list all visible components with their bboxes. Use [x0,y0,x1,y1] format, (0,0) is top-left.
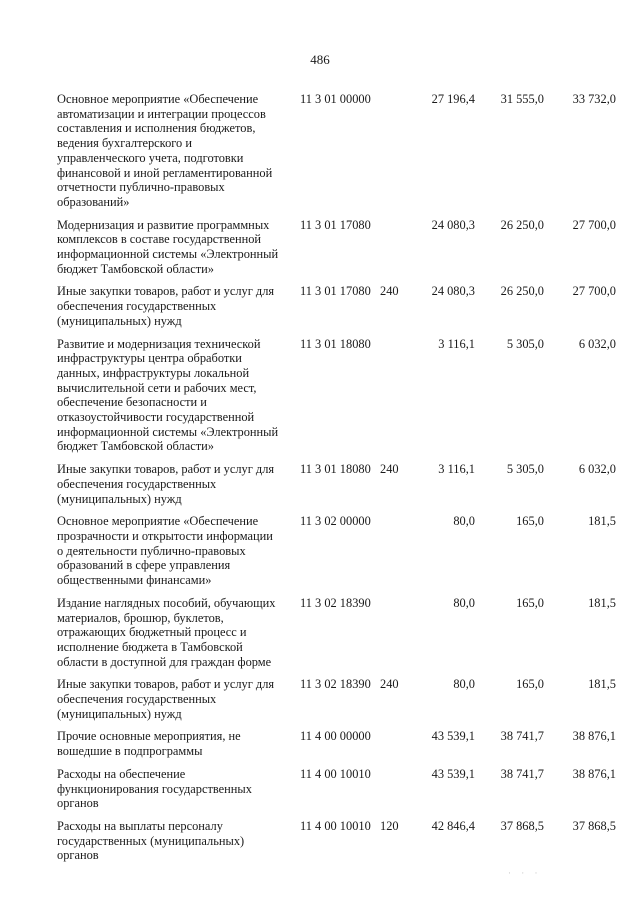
row-value-3-cell: 181,5 [588,514,616,529]
row-value-2-cell: 38 741,7 [500,766,544,781]
row-value-3-cell: 38 876,1 [572,729,616,744]
row-code-cell: 11 3 01 18080 [300,336,371,351]
row-value-1-cell: 80,0 [453,677,475,692]
table-row [57,337,617,455]
row-value-2-cell: 5 305,0 [506,462,544,477]
row-value-1-cell: 3 116,1 [438,462,475,477]
row-vr-cell: 240 [380,677,399,692]
row-value-3-cell: 33 732,0 [572,92,616,106]
table-row [57,218,617,277]
row-name-cell: Расходы на выплаты персоналу государственных (муниципальных) органов [57,818,245,863]
table-row [57,284,617,328]
table-row [57,729,617,758]
row-value-3-cell: 38 876,1 [572,766,616,781]
row-code-cell: 11 3 01 18080 [300,462,371,477]
row-value-2-cell: 165,0 [516,514,544,529]
row-name-cell: Основное мероприятие «Обеспечение прозрачности и открытости информации о деятельности публично-правовых образований в сфере управления общественными финансами» [57,514,273,588]
row-name-cell: Издание наглядных пособий, обучающих материалов, брошюр, буклетов, отражающих бюджетный процесс и исполнение бюджета в Тамбовской области в доступной для граждан форме [57,595,276,669]
table-row [57,92,617,210]
row-code-cell: 11 3 01 00000 [300,92,371,106]
row-vr-cell: 240 [380,462,399,477]
table-row [57,596,617,670]
row-name-cell: Модернизация и развитие программных комплексов в составе государственной информационной системы «Электронный бюджет Тамбовской области» [57,217,279,276]
row-name-cell: Иные закупки товаров, работ и услуг для обеспечения государственных (муниципальных) нужд [57,462,275,506]
row-vr-cell: 120 [380,818,399,833]
row-name-cell: Иные закупки товаров, работ и услуг для обеспечения государственных (муниципальных) нужд [57,284,275,328]
row-value-3-cell: 6 032,0 [578,336,616,351]
row-value-2-cell: 165,0 [516,677,544,692]
row-value-3-cell: 181,5 [588,677,616,692]
budget-table [57,92,617,871]
row-value-2-cell: 37 868,5 [500,818,544,833]
row-value-3-cell: 6 032,0 [578,462,616,477]
row-code-cell: 11 3 02 18390 [300,595,371,610]
row-value-3-cell: 27 700,0 [572,284,616,299]
row-value-1-cell: 24 080,3 [431,284,475,299]
row-value-1-cell: 43 539,1 [431,766,475,781]
row-code-cell: 11 3 02 18390 [300,677,371,692]
row-value-2-cell: 38 741,7 [500,729,544,744]
row-value-1-cell: 80,0 [453,514,475,529]
row-name-cell: Иные закупки товаров, работ и услуг для обеспечения государственных (муниципальных) нужд [57,677,275,721]
row-value-1-cell: 24 080,3 [431,217,475,232]
row-value-3-cell: 27 700,0 [572,217,616,232]
row-value-2-cell: 31 555,0 [500,92,544,106]
row-name-cell: Основное мероприятие «Обеспечение автоматизации и интеграции процессов составления и исполнения бюджетов, ведения бухгалтерского и управленческого учета, подготовки финансовой и иной регламентированной отчетности публично-правовых образований» [57,92,273,209]
table-row [57,677,617,721]
row-code-cell: 11 4 00 00000 [300,729,371,744]
row-value-1-cell: 42 846,4 [431,818,475,833]
row-value-1-cell: 80,0 [453,595,475,610]
row-name-cell: Расходы на обеспечение функционирования государственных органов [57,766,252,811]
row-value-1-cell: 43 539,1 [431,729,475,744]
row-name-cell: Развитие и модернизация технической инфраструктуры центра обработки данных, инфраструктуры локальной вычислительной сети и рабочих мест, обеспечение безопасности и отказоустойчивости государственной информационной системы «Электронный бюджет Тамбовской области» [57,336,279,454]
table-row [57,514,617,588]
row-code-cell: 11 4 00 10010 [300,818,371,833]
row-value-2-cell: 165,0 [516,595,544,610]
scan-artifact: · · · [508,868,542,878]
row-code-cell: 11 4 00 10010 [300,766,371,781]
table-row [57,819,617,863]
row-value-1-cell: 3 116,1 [438,336,475,351]
row-value-2-cell: 26 250,0 [500,284,544,299]
table-row [57,462,617,506]
row-vr-cell: 240 [380,284,399,299]
row-code-cell: 11 3 01 17080 [300,217,371,232]
table-row [57,767,617,811]
row-value-2-cell: 26 250,0 [500,217,544,232]
row-code-cell: 11 3 02 00000 [300,514,371,529]
row-value-1-cell: 27 196,4 [431,92,475,106]
row-value-2-cell: 5 305,0 [506,336,544,351]
page-number: 486 [310,52,330,67]
row-code-cell: 11 3 01 17080 [300,284,371,299]
row-name-cell: Прочие основные мероприятия, не вошедшие в подпрограммы [57,729,241,759]
row-value-3-cell: 37 868,5 [572,818,616,833]
row-value-3-cell: 181,5 [588,595,616,610]
